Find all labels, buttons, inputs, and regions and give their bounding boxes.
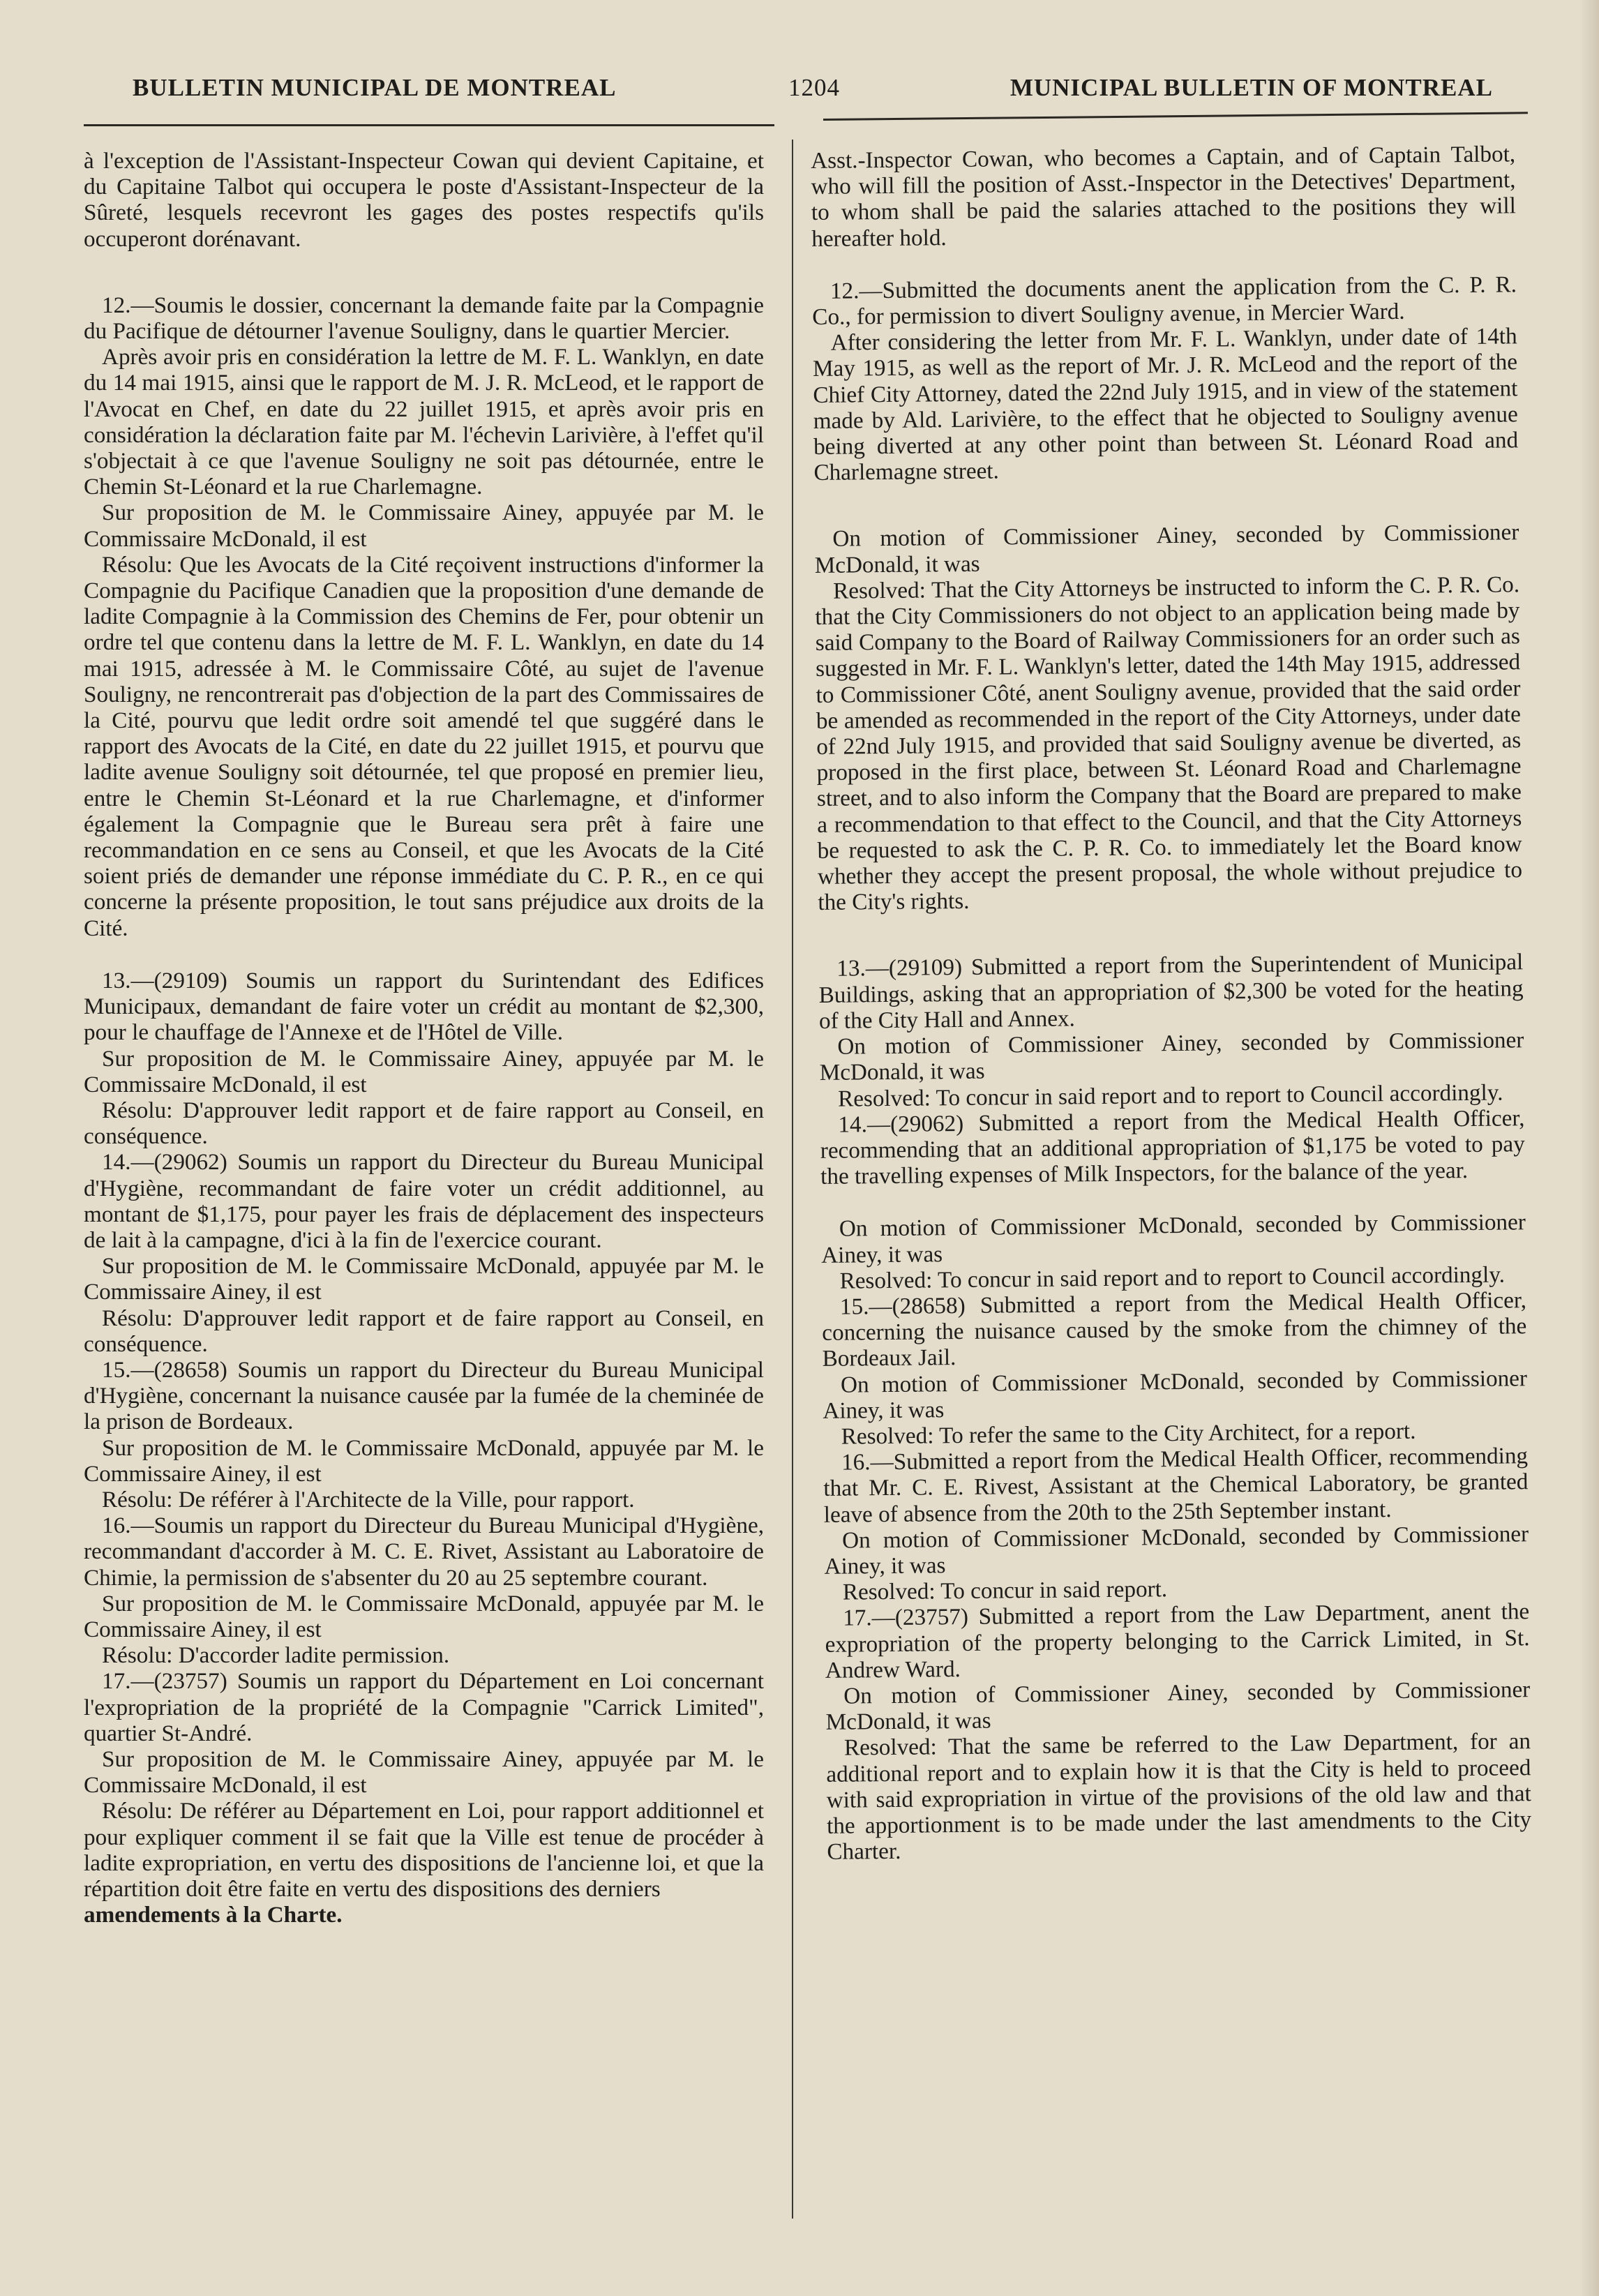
- fr-item-15-resolution: Résolu: De référer à l'Architecte de la Ville, pour rapport.: [102, 1486, 635, 1513]
- en-item-15-heading: 15.—(28658) Submitted a report from the Medical Health Officer, concerning the nuisance caused by the smoke from the chimney of the Bordeaux Jail.: [822, 1287, 1527, 1372]
- fr-item-15-motion: Sur proposition de M. le Commissaire McDonald, appuyée par M. le Commissaire Ainey, il est: [84, 1434, 764, 1487]
- page-header: [105, 68, 1493, 110]
- fr-item-13-resolution: Résolu: D'approuver ledit rapport et de faire rapport au Conseil, en conséquence.: [84, 1097, 764, 1150]
- fr-item-13-heading: 13.—(29109) Soumis un rapport du Surintendant des Edifices Municipaux, demandant de faire voter un crédit au montant de $2,300, pour le chauffage de l'Annexe et de l'Hôtel de Ville.: [84, 967, 764, 1046]
- fr-paragraph-continuation: à l'exception de l'Assistant-Inspecteur Cowan qui devient Capitaine, et du Capitaine Talbot qui occupera le poste d'Assistant-Inspecteur de la Sûreté, lesquels recevront les gages des postes respectifs qu'ils occuperont dorénavant.: [84, 148, 764, 252]
- header-rule-right: [823, 112, 1528, 121]
- en-paragraph-continuation: Asst.-Inspector Cowan, who becomes a Captain, and of Captain Talbot, who will fill the position of Asst.-Inspector in the Detectives' Department, to whom shall be paid the salaries attached to the positions they will hereafter hold.: [811, 141, 1517, 252]
- english-column: [811, 141, 1532, 1865]
- fr-item-17-heading: 17.—(23757) Soumis un rapport du Département en Loi concernant l'expropriation de la propriété de la Compagnie "Carrick Limited", quartier St-André.: [84, 1668, 764, 1746]
- en-item-14-motion: On motion of Commissioner McDonald, seconded by Commissioner Ainey, it was: [821, 1209, 1526, 1268]
- fr-item-16-heading: 16.—Soumis un rapport du Directeur du Bureau Municipal d'Hygiène, recommandant d'accorder à M. C. E. Rivet, Assistant au Laboratoire de Chimie, la permission de s'absenter du 20 au 25 septembre courant.: [84, 1513, 764, 1591]
- en-item-13-motion: On motion of Commissioner Ainey, seconded by Commissioner McDonald, it was: [819, 1027, 1524, 1086]
- fr-item-17-resolution-end: amendements à la Charte.: [84, 1902, 343, 1928]
- en-item-16-heading: 16.—Submitted a report from the Medical Health Officer, recommending that Mr. C. E. Rivest, Assistant at the Chemical Laboratory, be granted leave of absence from the 20th to the 25th September instant.: [823, 1443, 1529, 1528]
- en-item-16-motion: On motion of Commissioner McDonald, seconded by Commissioner Ainey, it was: [824, 1520, 1529, 1580]
- fr-item-17-resolution: Résolu: De référer au Département en Loi, pour rapport additionnel et pour expliquer comment il se fait que la Ville est tenue de procéder à ladite expropriation, en vertu des dispositions de l'ancienne loi, et que la répartition doit être faite en vertu des dispositions des derniers: [84, 1798, 764, 1902]
- header-english-title: MUNICIPAL BULLETIN OF MONTREAL: [1009, 74, 1493, 101]
- en-item-12-motion: On motion of Commissioner Ainey, seconded by Commissioner McDonald, it was: [814, 519, 1519, 578]
- en-item-12-considering: After considering the letter from Mr. F. L. Wanklyn, under date of 14th May 1915, as well as the report of Mr. J. R. McLeod and the report of the Chief City Attorney, dated the 22nd July 1915, and in view of the statement made by Ald. Larivière, to the effect that he objected to Souligny avenue being diverted at any other point than between St. Léonard Road and Charlemagne street.: [812, 323, 1519, 486]
- en-item-17-resolution: Resolved: That the same be referred to the Law Department, for an additional report and to explain how it is that the City is held to proceed with said expropriation in virtue of the provisions of the old law and that the apportionment is to be made under the last amendments to the City Charter.: [826, 1728, 1532, 1866]
- header-french-title: BULLETIN MUNICIPAL DE MONTREAL: [133, 74, 617, 101]
- fr-item-14-heading: 14.—(29062) Soumis un rapport du Directeur du Bureau Municipal d'Hygiène, recommandant de faire voter un crédit additionnel, au montant de $1,175, pour payer les frais de déplacement des inspecteurs de lait à la campagne, d'ici à la fin de l'exercice courant.: [84, 1149, 764, 1253]
- en-item-15-motion: On motion of Commissioner McDonald, seconded by Commissioner Ainey, it was: [823, 1365, 1528, 1424]
- en-item-14-heading: 14.—(29062) Submitted a report from the Medical Health Officer, recommending that an additional appropriation of $1,175 be voted to pay the travelling expenses of Milk Inspectors, for the balance of the year.: [820, 1104, 1525, 1190]
- fr-item-15-heading: 15.—(28658) Soumis un rapport du Directeur du Bureau Municipal d'Hygiène, concernant la nuisance causée par la fumée de la cheminée de la prison de Bordeaux.: [84, 1356, 764, 1435]
- page-edge-shadow: [1579, 0, 1599, 2296]
- fr-item-17-motion: Sur proposition de M. le Commissaire Ainey, appuyée par M. le Commissaire McDonald, il est: [84, 1746, 764, 1799]
- en-item-16-resolution: Resolved: To concur in said report.: [842, 1576, 1168, 1605]
- en-item-12-heading: 12.—Submitted the documents anent the application from the C. P. R. Co., for permission to divert Souligny avenue, in Mercier Ward.: [812, 271, 1517, 331]
- en-item-12-resolution: Resolved: That the City Attorneys be instructed to inform the C. P. R. Co. that the City Commissioners do not object to an application being made by said Company to the Board of Railway Commissioners for an order such as suggested in Mr. F. L. Wanklyn's letter, dated the 14th May 1915, addressed to Commissioner Côté, anent Souligny avenue, provided that the said order be amended as recommended in the report of the City Attorneys, under date of 22nd July 1915, and provided that said Souligny avenue be diverted, as proposed in the first place, between St. Léonard Road and Charlemagne street, and to also inform the Company that the Board are prepared to make a recommendation to that effect to the Council, and that the City Attorneys be requested to ask the C. P. R. Co. to immediately let the Board know whether they accept the present proposal, the whole without prejudice to the City's rights.: [815, 571, 1523, 916]
- fr-item-14-resolution: Résolu: D'approuver ledit rapport et de faire rapport au Conseil, en conséquence.: [84, 1305, 764, 1357]
- fr-item-14-motion: Sur proposition de M. le Commissaire McDonald, appuyée par M. le Commissaire Ainey, il est: [84, 1253, 764, 1305]
- en-item-17-motion: On motion of Commissioner Ainey, seconded by Commissioner McDonald, it was: [825, 1676, 1531, 1736]
- en-item-13-resolution: Resolved: To concur in said report and to report to Council accordingly.: [837, 1079, 1503, 1112]
- en-item-13-heading: 13.—(29109) Submitted a report from the Superintendent of Municipal Buildings, asking that an appropriation of $2,300 be voted for the heating of the City Hall and Annex.: [818, 949, 1524, 1034]
- fr-item-13-motion: Sur proposition de M. le Commissaire Ainey, appuyée par M. le Commissaire McDonald, il est: [84, 1045, 764, 1097]
- page-number: 1204: [788, 74, 840, 101]
- fr-item-16-motion: Sur proposition de M. le Commissaire McDonald, appuyée par M. le Commissaire Ainey, il est: [84, 1590, 764, 1642]
- fr-item-12-resolution: Résolu: Que les Avocats de la Cité reçoivent instructions d'informer la Compagnie du Pacifique Canadien que la proposition d'une demande de ladite Compagnie à la Commission des Chemins de Fer, pour obtenir un ordre tel que contenu dans la lettre de M. F. L. Wanklyn, en date du 14 mai 1915, adressée à M. le Commissaire Côté, au sujet de l'avenue Souligny, ne rencontrerait pas d'objection de la part des Commissaires de la Cité, pourvu que ledit ordre soit amendé tel que suggéré dans le rapport des Avocats de la Cité, en date du 22 juillet 1915, et pourvu que ladite avenue Souligny soit détournée, tel que proposé en premier lieu, entre le Chemin St-Léonard et la rue Charlemagne, et d'informer également la Compagnie que le Bureau sera prêt à faire une recommandation en ce sens au Conseil, et que les Avocats de la Cité soient priés de demander une réponse immédiate du C. P. R., en ce qui concerne la présente proposition, le tout sans préjudice aux droits de la Cité.: [84, 551, 764, 941]
- fr-item-12-considering: Après avoir pris en considération la lettre de M. F. L. Wanklyn, en date du 14 mai 1915, ainsi que le rapport de M. J. R. McLeod, et le rapport de l'Avocat en Chef, en date du 22 juillet 1915, et après avoir pris en considération la déclaration faite par M. l'échevin Larivière, à l'effet qu'il s'objectait à ce que l'avenue Souligny ne soit pas détournée, entre le Chemin St-Léonard et la rue Charlemagne.: [84, 344, 764, 500]
- en-item-15-resolution: Resolved: To refer the same to the City Architect, for a report.: [841, 1418, 1416, 1450]
- column-divider: [792, 140, 793, 2219]
- header-rule-left: [84, 124, 774, 126]
- fr-item-12-heading: 12.—Soumis le dossier, concernant la demande faite par la Compagnie du Pacifique de détourner l'avenue Souligny, dans le quartier Mercier.: [84, 292, 764, 345]
- en-item-17-heading: 17.—(23757) Submitted a report from the Law Department, anent the expropriation of the property belonging to the Carrick Limited, in St. Andrew Ward.: [825, 1598, 1530, 1683]
- en-item-14-resolution: Resolved: To concur in said report and to report to Council accordingly.: [839, 1261, 1506, 1294]
- fr-item-16-resolution: Résolu: D'accorder ladite permission.: [102, 1642, 450, 1669]
- fr-item-12-motion: Sur proposition de M. le Commissaire Ainey, appuyée par M. le Commissaire McDonald, il est: [84, 500, 764, 552]
- french-column: [84, 148, 764, 1928]
